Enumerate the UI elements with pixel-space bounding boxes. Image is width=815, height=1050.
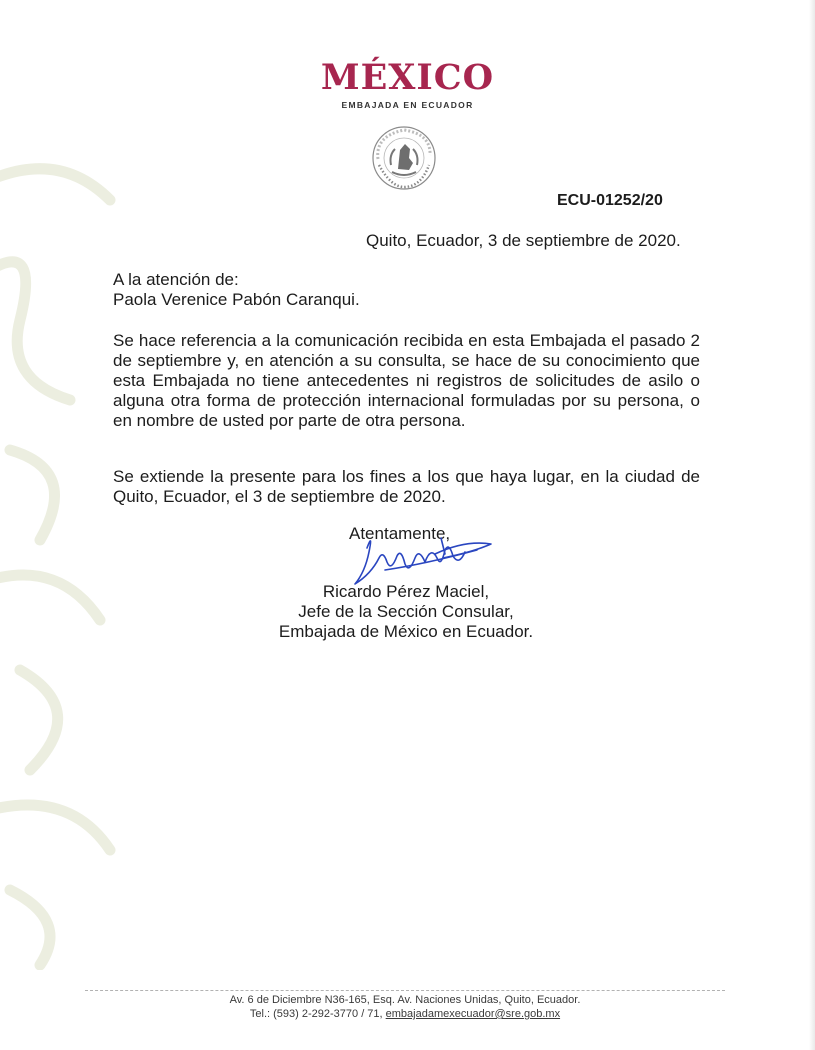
footer-contact — [120, 993, 690, 1021]
footer-phone-line — [120, 1007, 690, 1021]
embassy-logo: MÉXICO — [320, 57, 495, 98]
attention-block — [113, 270, 360, 310]
place-and-date: Quito, Ecuador, 3 de septiembre de 2020. — [366, 231, 681, 250]
footer-address: Av. 6 de Diciembre N36-165, Esq. Av. Naciones Unidas, Quito, Ecuador. — [229, 994, 581, 1006]
closing-salutation: Atentamente, — [349, 524, 451, 543]
signer-title: Jefe de la Sección Consular, — [298, 602, 514, 621]
footer-divider — [85, 990, 725, 991]
handwritten-signature — [345, 528, 495, 590]
body-paragraph-2: Se extiende la presente para los fines a los que haya lugar, en la ciudad de Quito, Ecuador, el 3 de septiembre de 2020. — [113, 467, 700, 506]
signer-name: Ricardo Pérez Maciel, — [322, 582, 490, 601]
decorative-watermark-pattern — [0, 150, 120, 970]
letterhead — [300, 58, 515, 110]
footer-phone: Tel.: (593) 2-292-3770 / 71, — [249, 1008, 386, 1020]
page-edge-shadow — [809, 0, 815, 1050]
signer-block — [270, 582, 542, 642]
footer-email-link[interactable]: embajadamexecuador@sre.gob.mx — [385, 1008, 561, 1020]
body-paragraph-1: Se hace referencia a la comunicación recibida en esta Embajada el pasado 2 de septiembre y, en atención a su consulta, se hace de su conocimiento que esta Embajada no tiene antecedentes ni registros de solicitudes de asilo o alguna otra forma de protección internacional formuladas por su persona, o en nombre de usted por parte de otra persona. — [113, 331, 700, 430]
signer-office: Embajada de México en Ecuador. — [278, 622, 534, 641]
embassy-subtitle: EMBAJADA EN ECUADOR — [341, 100, 474, 110]
document-reference-number: ECU-01252/20 — [557, 192, 663, 209]
attention-label: A la atención de: — [113, 270, 239, 289]
coat-of-arms-seal-icon — [365, 125, 443, 191]
recipient-name: Paola Verenice Pabón Caranqui. — [113, 290, 360, 309]
